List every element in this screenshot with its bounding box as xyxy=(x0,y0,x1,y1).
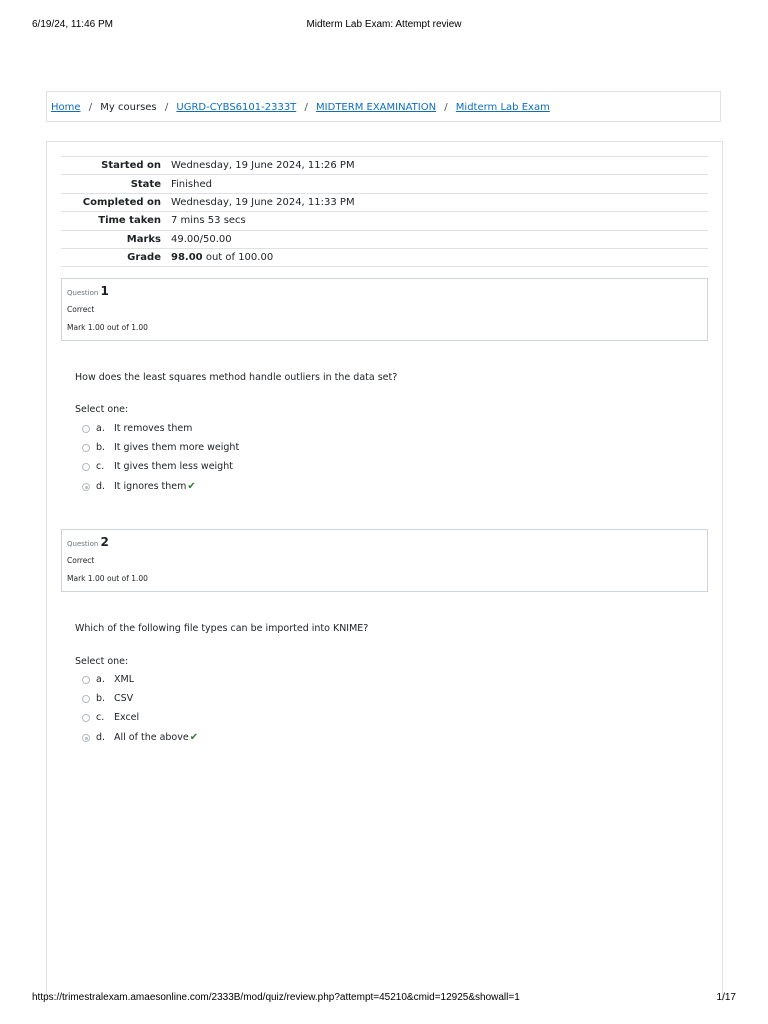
question-number xyxy=(67,535,109,549)
answer-letter: a. xyxy=(96,674,105,685)
answer-text: It gives them more weight xyxy=(114,442,240,453)
answer-letter: c. xyxy=(96,461,105,472)
answer-text: It gives them less weight xyxy=(114,461,233,472)
summary-label: Time taken xyxy=(98,215,161,227)
answer-letter: a. xyxy=(96,423,105,434)
question-number xyxy=(67,284,109,298)
question-info-2 xyxy=(61,529,708,592)
attempt-summary-table xyxy=(61,156,708,267)
summary-value: 49.00/50.00 xyxy=(171,233,232,245)
summary-label: Completed on xyxy=(82,196,161,208)
summary-row-grade xyxy=(61,248,708,266)
print-page-number: 1/17 xyxy=(716,992,736,1003)
summary-row-started xyxy=(61,157,708,175)
question-label: Question xyxy=(67,540,99,548)
summary-value: Wednesday, 19 June 2024, 11:26 PM xyxy=(171,160,355,172)
answer-text-wrapper xyxy=(114,732,198,743)
summary-value: Wednesday, 19 June 2024, 11:33 PM xyxy=(171,196,355,208)
radio-button[interactable] xyxy=(82,714,90,722)
breadcrumb xyxy=(46,91,721,122)
question-grade: Mark 1.00 out of 1.00 xyxy=(67,574,148,583)
answer-text-wrapper xyxy=(114,481,196,492)
radio-button-checked[interactable] xyxy=(82,483,90,491)
question-number-value: 1 xyxy=(100,284,109,298)
radio-button[interactable] xyxy=(82,695,90,703)
print-header xyxy=(0,19,768,33)
select-one-prompt: Select one: xyxy=(75,404,129,415)
breadcrumb-separator: / xyxy=(444,102,448,113)
answer-text: It ignores them xyxy=(114,481,187,492)
question-info-1 xyxy=(61,278,708,341)
summary-value: Finished xyxy=(171,178,212,190)
grade-value: 98.00 xyxy=(171,252,203,264)
print-title: Midterm Lab Exam: Attempt review xyxy=(306,19,462,30)
breadcrumb-my-courses: My courses xyxy=(100,102,157,113)
answer-letter: c. xyxy=(96,712,105,723)
correct-check-icon: ✔ xyxy=(189,732,199,743)
breadcrumb-separator: / xyxy=(304,102,308,113)
summary-label: Grade xyxy=(127,252,161,264)
summary-row-marks xyxy=(61,230,708,248)
breadcrumb-home-link[interactable]: Home xyxy=(51,102,81,113)
summary-label: Marks xyxy=(126,233,161,245)
question-text-1: How does the least squares method handle outliers in the data set? xyxy=(75,372,398,383)
correct-check-icon: ✔ xyxy=(187,481,196,492)
summary-row-completed xyxy=(61,193,708,211)
breadcrumb-section-link[interactable]: MIDTERM EXAMINATION xyxy=(316,102,437,113)
print-footer xyxy=(0,992,768,1006)
answer-letter: d. xyxy=(96,732,106,743)
breadcrumb-separator: / xyxy=(88,102,93,113)
print-url: https://trimestralexam.amaesonline.com/2333B/mod/quiz/review.php?attempt=45210&cmid=12925&showall=1 xyxy=(32,992,520,1003)
radio-button[interactable] xyxy=(82,444,90,452)
radio-button[interactable] xyxy=(82,463,90,471)
summary-row-state xyxy=(61,175,708,193)
summary-label: State xyxy=(130,178,161,190)
select-one-prompt: Select one: xyxy=(75,656,129,667)
radio-button[interactable] xyxy=(82,425,90,433)
question-text-2: Which of the following file types can be imported into KNIME? xyxy=(75,623,369,634)
question-grade: Mark 1.00 out of 1.00 xyxy=(67,323,148,332)
answer-text: It removes them xyxy=(114,423,193,434)
breadcrumb-course-link[interactable]: UGRD-CYBS6101-2333T xyxy=(176,102,297,113)
question-label: Question xyxy=(67,289,99,297)
answer-text: Excel xyxy=(114,712,140,723)
summary-value xyxy=(166,248,708,266)
summary-row-time-taken xyxy=(61,212,708,230)
radio-button-checked[interactable] xyxy=(82,734,90,742)
print-datetime: 6/19/24, 11:46 PM xyxy=(32,19,113,30)
breadcrumb-separator: / xyxy=(164,102,169,113)
answer-text: All of the above xyxy=(114,732,189,743)
answer-text: XML xyxy=(114,674,134,685)
summary-label: Started on xyxy=(101,160,161,172)
question-number-value: 2 xyxy=(100,535,109,549)
question-state: Correct xyxy=(67,556,95,565)
breadcrumb-quiz-link[interactable]: Midterm Lab Exam xyxy=(455,102,550,113)
summary-value: 7 mins 53 secs xyxy=(171,215,246,227)
answer-letter: b. xyxy=(96,442,106,453)
answer-text: CSV xyxy=(114,693,134,704)
radio-button[interactable] xyxy=(82,676,90,684)
answer-letter: d. xyxy=(96,481,106,492)
answer-letter: b. xyxy=(96,693,106,704)
question-state: Correct xyxy=(67,305,95,314)
grade-out-of: out of 100.00 xyxy=(202,252,274,264)
